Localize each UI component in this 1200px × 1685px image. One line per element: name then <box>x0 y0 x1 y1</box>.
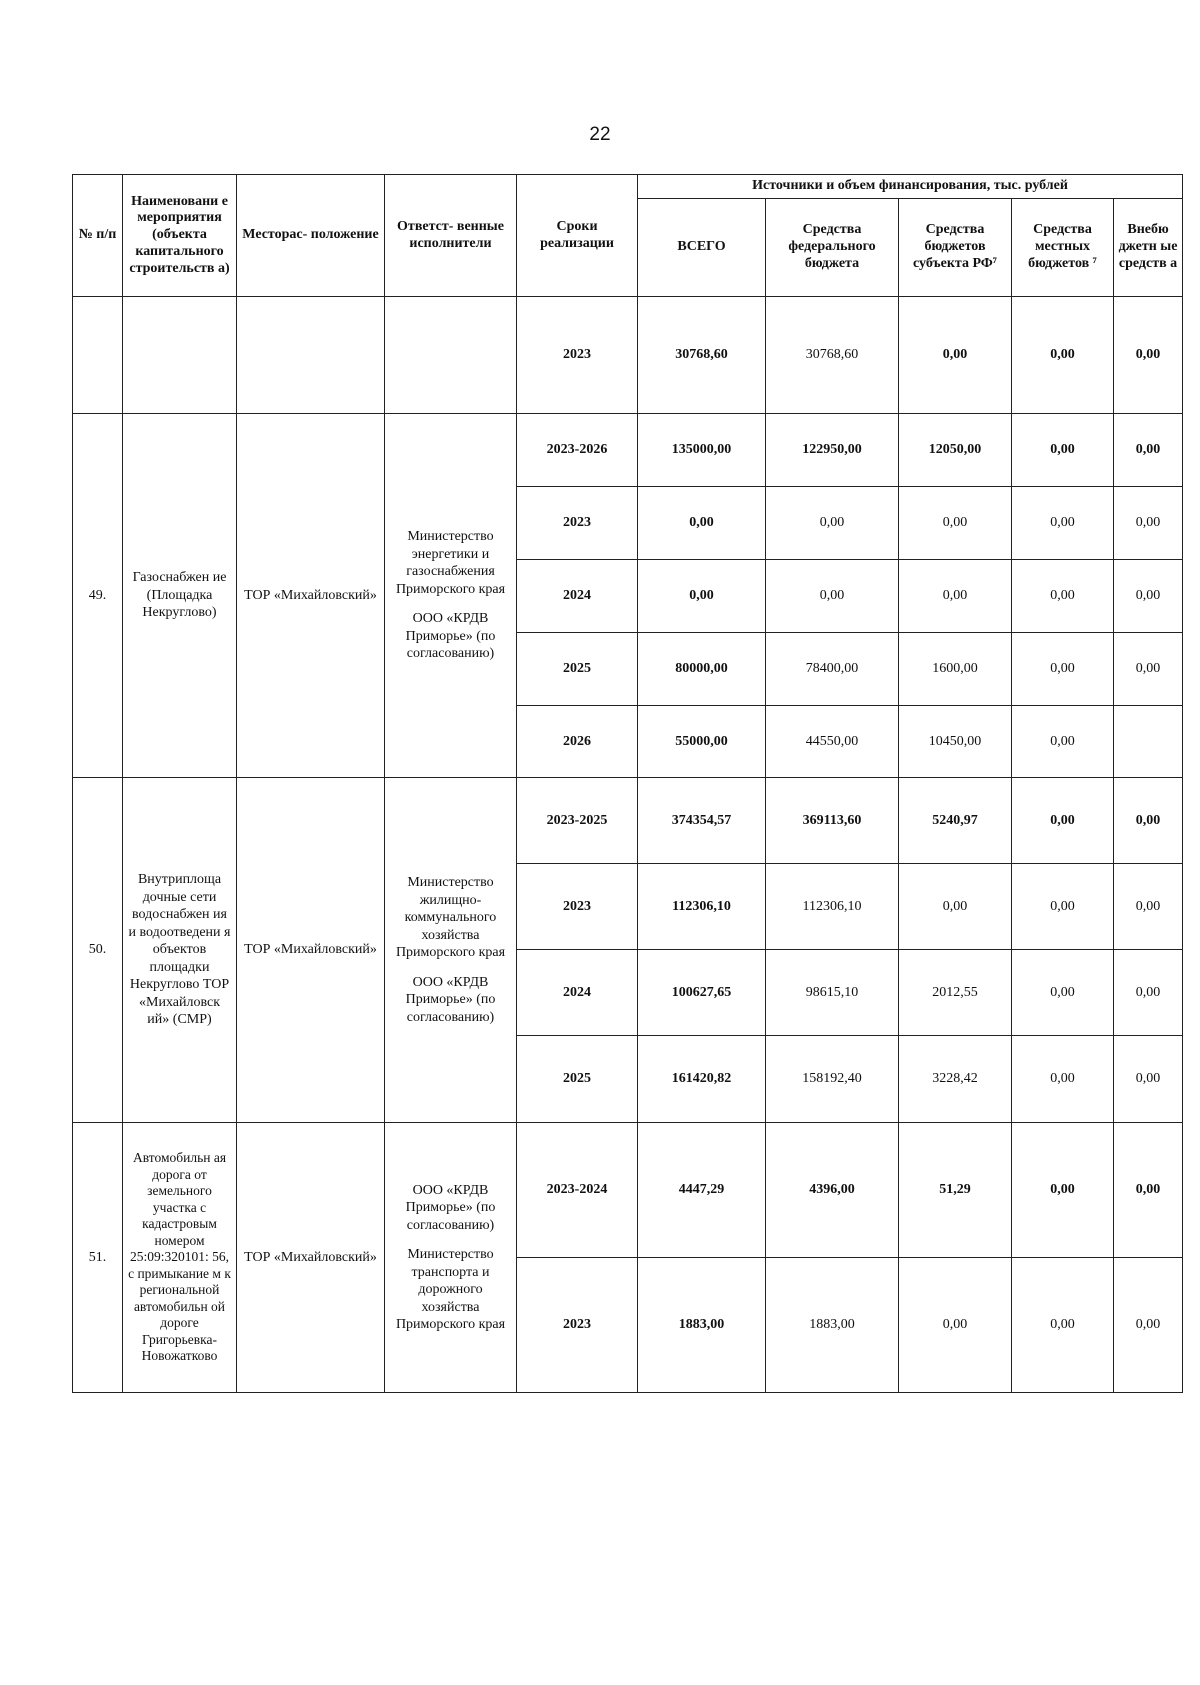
header-extrabudget: Внебю джетн ые средств а <box>1114 199 1183 297</box>
cell-local: 0,00 <box>1012 1123 1114 1258</box>
header-regional: Средства бюджетов субъекта РФ⁷ <box>899 199 1012 297</box>
page-number: 22 <box>589 124 611 145</box>
item49-responsible-1: Министерство энергетики и газоснабжения Приморского края <box>395 529 506 597</box>
cell-extra: 0,00 <box>1114 778 1183 864</box>
cell-regional: 2012,55 <box>899 950 1012 1036</box>
cell-regional: 0,00 <box>899 864 1012 950</box>
header-num: № п/п <box>73 175 123 297</box>
item50-num: 50. <box>73 778 123 1123</box>
cell-total: 0,00 <box>638 487 766 560</box>
header-period: Сроки реализации <box>517 175 638 297</box>
cell-extra: 0,00 <box>1114 864 1183 950</box>
cell-local: 0,00 <box>1012 1258 1114 1393</box>
cell-extra: 0,00 <box>1114 487 1183 560</box>
header-federal: Средства федерального бюджета <box>766 199 899 297</box>
cell-extra: 0,00 <box>1114 950 1183 1036</box>
cell-location <box>237 297 385 414</box>
item50-responsible-1: Министерство жилищно- коммунального хозяйства Приморского края <box>395 875 506 960</box>
cell-local: 0,00 <box>1012 864 1114 950</box>
item49-name: Газоснабжен ие (Площадка Некруглово) <box>123 414 237 778</box>
item50-name: Внутриплоща дочные сети водоснабжен ия и водоотведени я объектов площадки Некруглово ТОР «Михайловск ий» (СМР) <box>123 778 237 1123</box>
cell-name <box>123 297 237 414</box>
cell-period: 2023 <box>517 1258 638 1393</box>
cell-period: 2026 <box>517 706 638 778</box>
cell-period: 2023 <box>517 487 638 560</box>
header-name: Наименовани е мероприятия (объекта капитального строительств а) <box>123 175 237 297</box>
cell-regional: 10450,00 <box>899 706 1012 778</box>
cell-extra <box>1114 706 1183 778</box>
cell-total: 112306,10 <box>638 864 766 950</box>
table-row <box>73 297 1183 414</box>
table-row <box>73 778 1183 864</box>
cell-regional: 1600,00 <box>899 633 1012 706</box>
item49-responsible-2: ООО «КРДВ Приморье» (по согласованию) <box>405 611 496 662</box>
cell-total: 4447,29 <box>638 1123 766 1258</box>
cell-responsible <box>385 297 517 414</box>
cell-federal: 122950,00 <box>766 414 899 487</box>
cell-total: 55000,00 <box>638 706 766 778</box>
item49-location: ТОР «Михайловский» <box>237 414 385 778</box>
cell-federal: 0,00 <box>766 487 899 560</box>
cell-federal: 78400,00 <box>766 633 899 706</box>
cell-local: 0,00 <box>1012 778 1114 864</box>
item50-location: ТОР «Михайловский» <box>237 778 385 1123</box>
cell-period: 2024 <box>517 950 638 1036</box>
cell-period: 2025 <box>517 633 638 706</box>
cell-local: 0,00 <box>1012 297 1114 414</box>
cell-regional: 12050,00 <box>899 414 1012 487</box>
table-row <box>73 414 1183 487</box>
cell-federal: 30768,60 <box>766 297 899 414</box>
header-location: Месторас- положение <box>237 175 385 297</box>
cell-regional: 0,00 <box>899 297 1012 414</box>
cell-period: 2024 <box>517 560 638 633</box>
cell-federal: 369113,60 <box>766 778 899 864</box>
item49-num: 49. <box>73 414 123 778</box>
financing-table <box>72 174 1183 1393</box>
cell-num <box>73 297 123 414</box>
cell-period: 2023-2024 <box>517 1123 638 1258</box>
cell-total: 161420,82 <box>638 1036 766 1123</box>
cell-extra: 0,00 <box>1114 1258 1183 1393</box>
cell-period: 2023 <box>517 297 638 414</box>
cell-regional: 51,29 <box>899 1123 1012 1258</box>
cell-federal: 4396,00 <box>766 1123 899 1258</box>
cell-total: 374354,57 <box>638 778 766 864</box>
header-financing-group: Источники и объем финансирования, тыс. рублей <box>638 175 1183 199</box>
cell-federal: 44550,00 <box>766 706 899 778</box>
cell-local: 0,00 <box>1012 950 1114 1036</box>
cell-local: 0,00 <box>1012 706 1114 778</box>
cell-period: 2023-2025 <box>517 778 638 864</box>
cell-total: 100627,65 <box>638 950 766 1036</box>
table-row <box>73 1123 1183 1258</box>
cell-local: 0,00 <box>1012 487 1114 560</box>
item51-responsible-1: ООО «КРДВ Приморье» (по согласованию) <box>405 1182 496 1233</box>
item50-responsible <box>385 778 517 1123</box>
cell-period: 2023-2026 <box>517 414 638 487</box>
cell-total: 30768,60 <box>638 297 766 414</box>
cell-federal: 98615,10 <box>766 950 899 1036</box>
header-responsible: Ответст- венные исполнители <box>385 175 517 297</box>
cell-total: 80000,00 <box>638 633 766 706</box>
cell-local: 0,00 <box>1012 414 1114 487</box>
header-local: Средства местных бюджетов ⁷ <box>1012 199 1114 297</box>
item51-responsible <box>385 1123 517 1393</box>
item49-responsible <box>385 414 517 778</box>
cell-federal: 0,00 <box>766 560 899 633</box>
item51-name: Автомобильн ая дорога от земельного участка с кадастровым номером 25:09:320101: 56, с примыкание м к региональной автомобильн ой дороге Григорьевка- Новожатково <box>123 1123 237 1393</box>
header-row-1 <box>73 175 1183 199</box>
item51-num: 51. <box>73 1123 123 1393</box>
item50-responsible-2: ООО «КРДВ Приморье» (по согласованию) <box>405 974 496 1025</box>
cell-extra: 0,00 <box>1114 1036 1183 1123</box>
cell-total: 135000,00 <box>638 414 766 487</box>
cell-federal: 112306,10 <box>766 864 899 950</box>
cell-local: 0,00 <box>1012 633 1114 706</box>
cell-regional: 0,00 <box>899 487 1012 560</box>
cell-period: 2025 <box>517 1036 638 1123</box>
cell-extra: 0,00 <box>1114 297 1183 414</box>
cell-total: 1883,00 <box>638 1258 766 1393</box>
cell-federal: 1883,00 <box>766 1258 899 1393</box>
cell-extra: 0,00 <box>1114 560 1183 633</box>
item51-location: ТОР «Михайловский» <box>237 1123 385 1393</box>
cell-period: 2023 <box>517 864 638 950</box>
cell-local: 0,00 <box>1012 560 1114 633</box>
cell-federal: 158192,40 <box>766 1036 899 1123</box>
item51-responsible-2: Министерство транспорта и дорожного хозяйства Приморского края <box>395 1247 506 1332</box>
cell-total: 0,00 <box>638 560 766 633</box>
cell-regional: 3228,42 <box>899 1036 1012 1123</box>
cell-extra: 0,00 <box>1114 633 1183 706</box>
cell-regional: 0,00 <box>899 1258 1012 1393</box>
header-total: ВСЕГО <box>638 199 766 297</box>
cell-regional: 0,00 <box>899 560 1012 633</box>
cell-local: 0,00 <box>1012 1036 1114 1123</box>
cell-regional: 5240,97 <box>899 778 1012 864</box>
cell-extra: 0,00 <box>1114 1123 1183 1258</box>
cell-extra: 0,00 <box>1114 414 1183 487</box>
